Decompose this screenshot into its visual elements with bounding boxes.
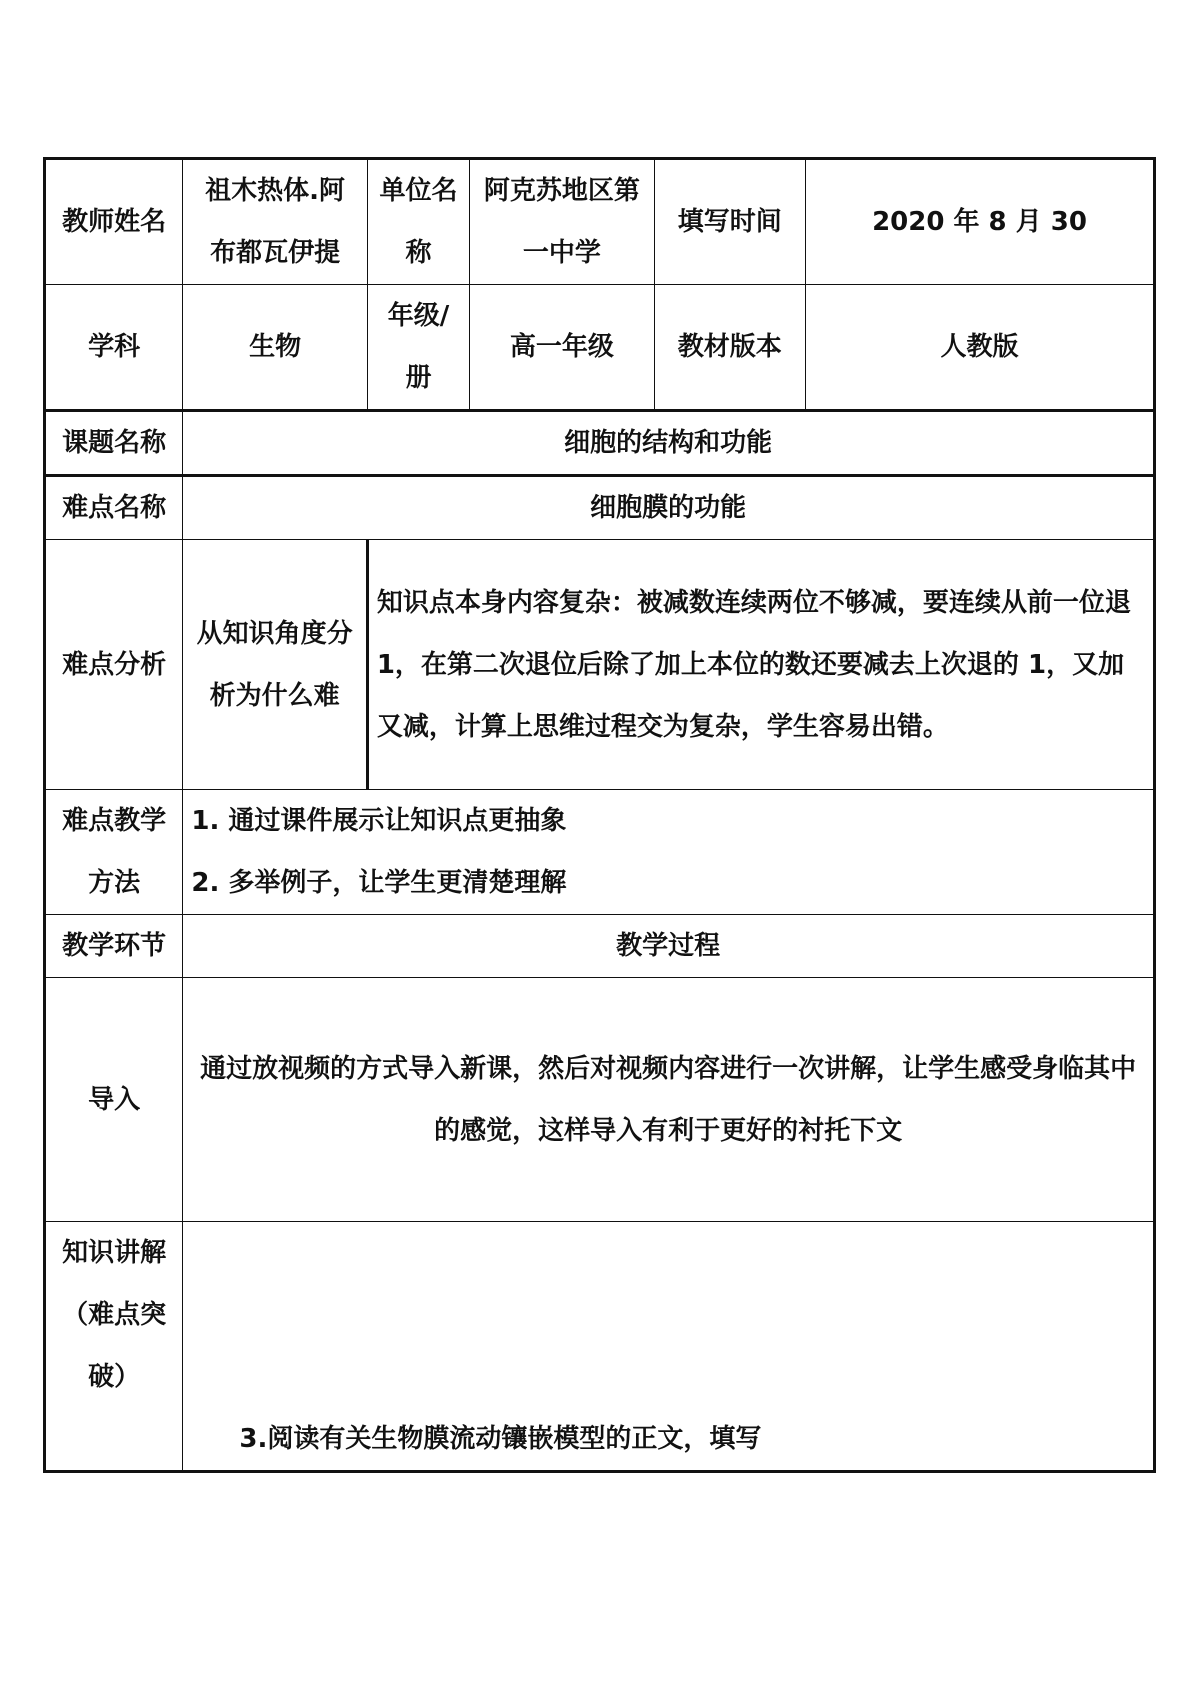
explain-text: 3.阅读有关生物膜流动镶嵌模型的正文，填写 — [239, 1424, 762, 1454]
subject-label: 学科 — [45, 285, 183, 411]
analysis-row — [45, 540, 1155, 790]
textbook-label: 教材版本 — [654, 285, 805, 411]
method-lines — [183, 790, 1155, 915]
difficulty-value: 细胞膜的功能 — [183, 476, 1155, 540]
unit-name: 阿克苏地区第 一中学 — [470, 159, 654, 285]
header-row-1 — [45, 159, 1155, 285]
topic-label: 课题名称 — [45, 411, 183, 476]
process-value: 教学过程 — [183, 915, 1155, 978]
unit-label: 单位名 称 — [367, 159, 469, 285]
analysis-text: 知识点本身内容复杂：被减数连续两位不够减，要连续从前一位退 1，在第二次退位后除了加上本位的数还要减去上次退的 1，又加又减，计算上思维过程交为复杂，学生容易出错。 — [367, 540, 1154, 790]
header-row-2 — [45, 285, 1155, 411]
explain-cell — [183, 1222, 1155, 1472]
topic-value: 细胞的结构和功能 — [183, 411, 1155, 476]
analysis-label: 难点分析 — [45, 540, 183, 790]
method-line: 2. 多举例子，让学生更清楚理解 — [191, 868, 567, 898]
process-label: 教学环节 — [45, 915, 183, 978]
method-line: 1. 通过课件展示让知识点更抽象 — [191, 806, 567, 836]
grade-label: 年级/ 册 — [367, 285, 469, 411]
intro-row — [45, 978, 1155, 1222]
grade-value: 高一年级 — [470, 285, 654, 411]
difficulty-label: 难点名称 — [45, 476, 183, 540]
intro-text: 通过放视频的方式导入新课，然后对视频内容进行一次讲解，让学生感受身临其中的感觉，这样导入有利于更好的衬托下文 — [183, 978, 1155, 1222]
difficulty-row — [45, 476, 1155, 540]
explain-row — [45, 1222, 1155, 1472]
method-row — [45, 790, 1155, 915]
explain-label: 知识讲解 （难点突 破） — [45, 1222, 183, 1472]
method-label: 难点教学 方法 — [45, 790, 183, 915]
analysis-sub-label: 从知识角度分 析为什么难 — [183, 540, 367, 790]
textbook-value: 人教版 — [806, 285, 1155, 411]
topic-row — [45, 411, 1155, 476]
lesson-plan-table — [43, 157, 1156, 1473]
date-label: 填写时间 — [654, 159, 805, 285]
intro-label: 导入 — [45, 978, 183, 1222]
date-value: 2020 年 8 月 30 — [806, 159, 1155, 285]
process-header-row — [45, 915, 1155, 978]
subject-value: 生物 — [183, 285, 367, 411]
teacher-label: 教师姓名 — [45, 159, 183, 285]
teacher-name: 祖木热体.阿 布都瓦伊提 — [183, 159, 367, 285]
